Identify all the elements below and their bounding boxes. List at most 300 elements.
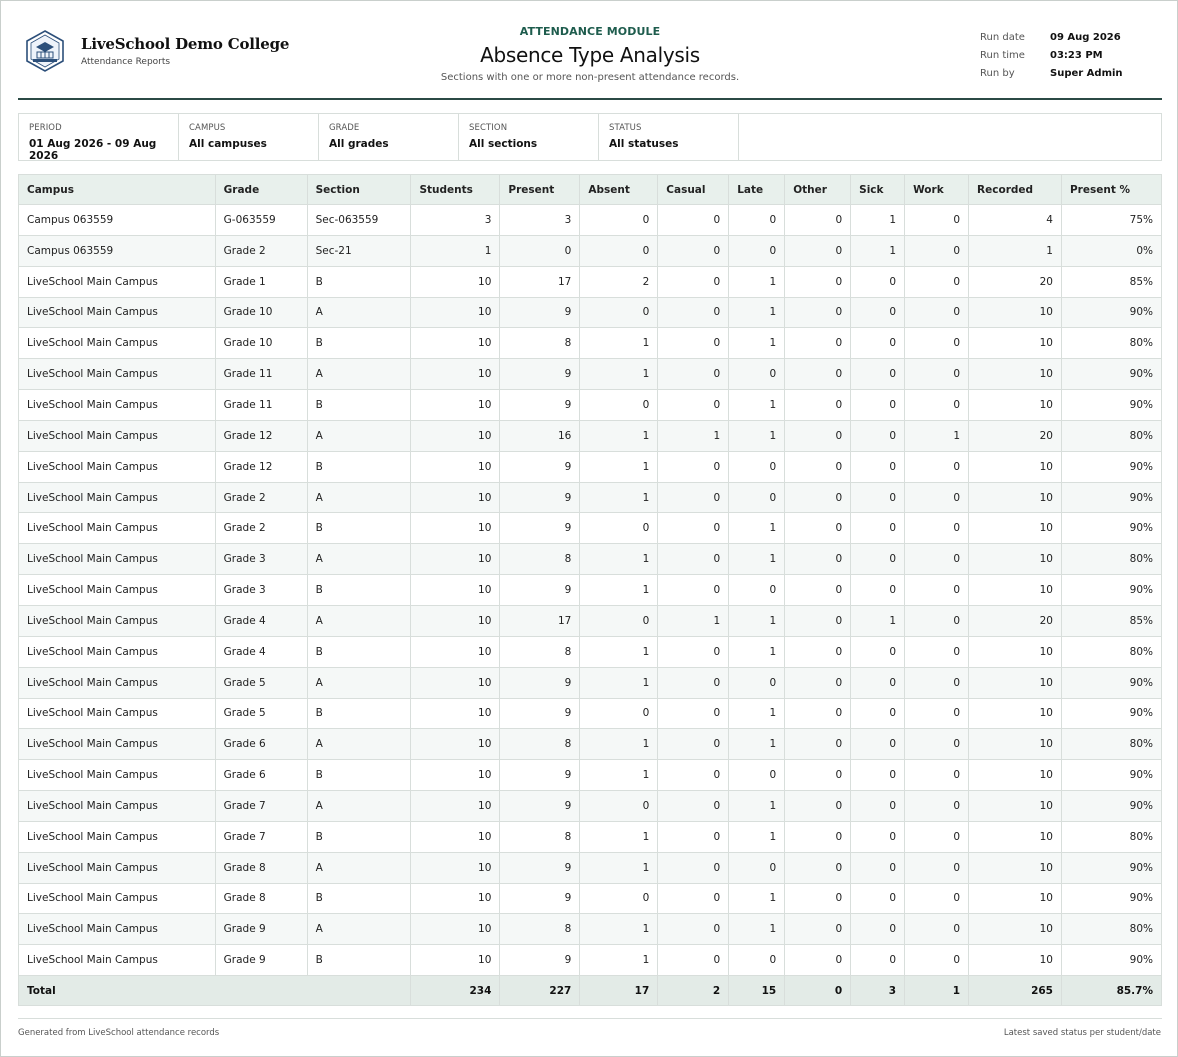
table-cell: 0 (851, 698, 905, 729)
table-cell: 9 (500, 359, 580, 390)
table-cell: 10 (969, 760, 1062, 791)
table-cell: 1 (851, 205, 905, 236)
table-cell: 10 (411, 667, 500, 698)
table-cell: 8 (500, 821, 580, 852)
report-heading (390, 25, 790, 83)
table-cell: 0 (658, 636, 729, 667)
table-cell: 90% (1061, 945, 1161, 976)
table-cell: 1 (580, 667, 658, 698)
table-cell: 1 (851, 235, 905, 266)
table-row (19, 821, 1162, 852)
table-cell: 1 (658, 605, 729, 636)
table-cell: Campus 063559 (19, 205, 216, 236)
table-cell: 0 (905, 914, 969, 945)
table-cell: 0 (580, 235, 658, 266)
table-cell: 10 (969, 883, 1062, 914)
table-cell: 2 (580, 266, 658, 297)
table-cell: 0 (851, 667, 905, 698)
table-cell: 9 (500, 698, 580, 729)
filter-section (459, 114, 599, 160)
table-cell: 0 (580, 297, 658, 328)
table-cell: 0 (905, 605, 969, 636)
table-row (19, 636, 1162, 667)
table-cell: 0 (785, 791, 851, 822)
table-row (19, 544, 1162, 575)
table-cell: 10 (969, 575, 1062, 606)
table-cell: 0 (580, 883, 658, 914)
table-cell: 0 (905, 359, 969, 390)
table-cell: B (307, 883, 411, 914)
table-cell: Grade 5 (215, 698, 307, 729)
page-subtitle: Sections with one or more non-present attendance records. (440, 72, 740, 83)
column-header: Late (729, 175, 785, 205)
table-cell: 0 (785, 698, 851, 729)
column-header: Campus (19, 175, 216, 205)
table-cell: 0 (905, 513, 969, 544)
table-cell: 0 (851, 791, 905, 822)
table-cell: 0 (905, 760, 969, 791)
total-cell: 15 (729, 976, 785, 1006)
table-cell: 10 (411, 945, 500, 976)
table-cell: 0 (729, 482, 785, 513)
table-row (19, 605, 1162, 636)
table-cell: Grade 6 (215, 760, 307, 791)
table-cell: 90% (1061, 359, 1161, 390)
table-cell: LiveSchool Main Campus (19, 791, 216, 822)
table-cell: 0 (580, 791, 658, 822)
table-cell: 0 (851, 914, 905, 945)
table-cell: 1 (580, 544, 658, 575)
table-cell: B (307, 328, 411, 359)
column-header: Other (785, 175, 851, 205)
header-divider (18, 98, 1162, 100)
table-cell: 10 (411, 297, 500, 328)
table-cell: 9 (500, 513, 580, 544)
table-cell: Grade 4 (215, 605, 307, 636)
column-header: Work (905, 175, 969, 205)
table-cell: B (307, 945, 411, 976)
table-cell: 10 (969, 328, 1062, 359)
table-cell: 0 (851, 945, 905, 976)
table-cell: Grade 9 (215, 945, 307, 976)
run-by-row (980, 64, 1123, 82)
table-cell: 1 (729, 544, 785, 575)
table-cell: Grade 6 (215, 729, 307, 760)
column-header: Section (307, 175, 411, 205)
filter-label: STATUS (609, 123, 642, 133)
table-cell: 0 (851, 883, 905, 914)
table-cell: 0 (785, 667, 851, 698)
table-cell: LiveSchool Main Campus (19, 945, 216, 976)
column-header: Present % (1061, 175, 1161, 205)
table-cell: Grade 1 (215, 266, 307, 297)
table-cell: 1 (580, 760, 658, 791)
table-cell: 0 (785, 605, 851, 636)
table-cell: 0 (905, 575, 969, 606)
column-header: Sick (851, 175, 905, 205)
table-cell: 0 (658, 359, 729, 390)
filter-value: 01 Aug 2026 - 09 Aug 2026 (29, 138, 157, 162)
table-cell: 0 (785, 729, 851, 760)
table-cell: LiveSchool Main Campus (19, 390, 216, 421)
table-cell: LiveSchool Main Campus (19, 266, 216, 297)
table-cell: 1 (729, 791, 785, 822)
table-cell: LiveSchool Main Campus (19, 729, 216, 760)
total-cell: 265 (969, 976, 1062, 1006)
table-cell: B (307, 821, 411, 852)
table-cell: 10 (411, 420, 500, 451)
table-cell: LiveSchool Main Campus (19, 420, 216, 451)
table-cell: 0 (500, 235, 580, 266)
table-cell: 0 (785, 945, 851, 976)
table-cell: 0 (658, 266, 729, 297)
meta-value: 03:23 PM (1050, 49, 1103, 61)
table-cell: 10 (969, 451, 1062, 482)
table-cell: LiveSchool Main Campus (19, 513, 216, 544)
table-cell: 1 (729, 390, 785, 421)
table-cell: 0 (851, 297, 905, 328)
table-cell: G-063559 (215, 205, 307, 236)
table-cell: 1 (729, 636, 785, 667)
table-cell: 1 (729, 914, 785, 945)
table-cell: 9 (500, 945, 580, 976)
table-cell: 1 (729, 420, 785, 451)
column-header: Absent (580, 175, 658, 205)
table-cell: 3 (411, 205, 500, 236)
table-cell: B (307, 513, 411, 544)
filter-label: PERIOD (29, 123, 62, 133)
table-cell: 8 (500, 729, 580, 760)
table-cell: 10 (969, 698, 1062, 729)
table-cell: 0 (658, 205, 729, 236)
table-cell: 90% (1061, 791, 1161, 822)
table-cell: 80% (1061, 420, 1161, 451)
meta-label: Run time (980, 49, 1025, 61)
table-cell: 0 (785, 390, 851, 421)
table-cell: B (307, 698, 411, 729)
table-cell: 10 (411, 760, 500, 791)
table-cell: 0 (785, 420, 851, 451)
table-cell: 1 (580, 914, 658, 945)
table-cell: A (307, 729, 411, 760)
absence-table (18, 174, 1162, 1006)
table-cell: 9 (500, 482, 580, 513)
table-cell: 0 (658, 760, 729, 791)
table-cell: 90% (1061, 482, 1161, 513)
table-cell: 1 (729, 883, 785, 914)
table-cell: 0 (658, 852, 729, 883)
module-label: ATTENDANCE MODULE (519, 25, 661, 38)
table-cell: LiveSchool Main Campus (19, 636, 216, 667)
table-cell: 0 (658, 791, 729, 822)
table-cell: 0 (658, 729, 729, 760)
table-cell: 0 (785, 544, 851, 575)
filter-value: All campuses (189, 138, 267, 150)
table-row (19, 205, 1162, 236)
table-cell: 10 (411, 791, 500, 822)
table-cell: 0 (905, 636, 969, 667)
table-cell: 1 (580, 945, 658, 976)
table-row (19, 667, 1162, 698)
table-cell: 10 (969, 297, 1062, 328)
table-cell: 1 (729, 605, 785, 636)
table-cell: 80% (1061, 729, 1161, 760)
table-cell: 0 (905, 821, 969, 852)
table-cell: 90% (1061, 297, 1161, 328)
table-cell: 9 (500, 575, 580, 606)
table-cell: Sec-21 (307, 235, 411, 266)
table-cell: 0 (658, 390, 729, 421)
table-cell: 0 (851, 575, 905, 606)
table-cell: A (307, 667, 411, 698)
table-cell: 0 (851, 451, 905, 482)
table-row (19, 513, 1162, 544)
table-cell: 0 (658, 883, 729, 914)
table-cell: B (307, 636, 411, 667)
table-cell: 10 (969, 513, 1062, 544)
filter-label: SECTION (469, 123, 508, 133)
table-cell: LiveSchool Main Campus (19, 451, 216, 482)
table-cell: 10 (411, 821, 500, 852)
table-cell: 1 (658, 420, 729, 451)
table-cell: LiveSchool Main Campus (19, 760, 216, 791)
meta-value: Super Admin (1050, 67, 1123, 79)
table-cell: 1 (729, 266, 785, 297)
table-cell: 0 (851, 328, 905, 359)
column-header: Casual (658, 175, 729, 205)
total-cell: 3 (851, 976, 905, 1006)
table-cell: A (307, 852, 411, 883)
table-cell: Sec-063559 (307, 205, 411, 236)
table-cell: 10 (411, 636, 500, 667)
footer-status-note: Latest saved status per student/date (1003, 1028, 1161, 1038)
table-cell: 90% (1061, 698, 1161, 729)
table-cell: 1 (905, 420, 969, 451)
table-cell: 0 (729, 205, 785, 236)
table-cell: 10 (969, 359, 1062, 390)
table-cell: 0 (905, 451, 969, 482)
table-cell: 1 (580, 575, 658, 606)
table-cell: 0 (658, 667, 729, 698)
meta-label: Run by (980, 67, 1015, 79)
table-cell: A (307, 297, 411, 328)
table-cell: 0 (785, 575, 851, 606)
filter-grade (319, 114, 459, 160)
table-cell: 10 (411, 852, 500, 883)
table-cell: 20 (969, 605, 1062, 636)
table-cell: 10 (969, 636, 1062, 667)
table-cell: 0 (658, 575, 729, 606)
table-cell: 0 (729, 945, 785, 976)
table-cell: 1 (580, 359, 658, 390)
table-cell: 0 (658, 945, 729, 976)
table-cell: 0 (658, 544, 729, 575)
table-cell: Grade 7 (215, 791, 307, 822)
table-cell: Grade 10 (215, 297, 307, 328)
table-cell: 0 (785, 451, 851, 482)
table-cell: Grade 4 (215, 636, 307, 667)
table-cell: 0 (851, 390, 905, 421)
table-cell: 90% (1061, 451, 1161, 482)
table-cell: LiveSchool Main Campus (19, 297, 216, 328)
table-cell: 0 (851, 359, 905, 390)
filter-label: CAMPUS (189, 123, 226, 133)
column-header: Recorded (969, 175, 1062, 205)
table-row (19, 297, 1162, 328)
total-label: Total (19, 976, 411, 1006)
table-cell: 9 (500, 791, 580, 822)
table-cell: 0 (905, 297, 969, 328)
table-cell: 0 (905, 235, 969, 266)
table-cell: 0 (851, 266, 905, 297)
table-cell: 9 (500, 883, 580, 914)
table-cell: 1 (729, 729, 785, 760)
table-cell: 0 (658, 482, 729, 513)
table-cell: 0 (580, 513, 658, 544)
total-cell: 1 (905, 976, 969, 1006)
table-cell: 0 (905, 328, 969, 359)
table-cell: 10 (969, 791, 1062, 822)
table-cell: 90% (1061, 852, 1161, 883)
table-cell: Grade 5 (215, 667, 307, 698)
table-cell: 10 (969, 667, 1062, 698)
table-cell: 0 (905, 482, 969, 513)
table-cell: 0 (580, 390, 658, 421)
table-cell: 9 (500, 667, 580, 698)
table-cell: 0 (905, 883, 969, 914)
table-cell: 1 (580, 420, 658, 451)
table-cell: 1 (580, 821, 658, 852)
table-cell: 0 (785, 760, 851, 791)
table-cell: 1 (580, 328, 658, 359)
table-cell: 10 (969, 945, 1062, 976)
table-cell: 0 (905, 945, 969, 976)
table-cell: 0 (851, 513, 905, 544)
table-cell: 80% (1061, 544, 1161, 575)
table-cell: A (307, 605, 411, 636)
table-cell: 1 (851, 605, 905, 636)
table-row (19, 914, 1162, 945)
table-cell: B (307, 575, 411, 606)
table-row (19, 852, 1162, 883)
table-cell: 0 (905, 698, 969, 729)
filter-period (19, 114, 179, 160)
table-cell: A (307, 420, 411, 451)
table-cell: 0 (851, 821, 905, 852)
table-cell: Grade 2 (215, 513, 307, 544)
table-cell: 1 (580, 852, 658, 883)
table-row (19, 482, 1162, 513)
table-cell: 90% (1061, 883, 1161, 914)
table-cell: 0 (785, 636, 851, 667)
table-cell: 10 (411, 883, 500, 914)
table-cell: 90% (1061, 760, 1161, 791)
table-cell: 8 (500, 544, 580, 575)
report-category: Attendance Reports (81, 57, 171, 67)
table-cell: 90% (1061, 575, 1161, 606)
table-cell: 0% (1061, 235, 1161, 266)
table-cell: B (307, 390, 411, 421)
table-cell: 1 (580, 636, 658, 667)
table-cell: 80% (1061, 914, 1161, 945)
footer-source-note: Generated from LiveSchool attendance records (18, 1028, 220, 1038)
table-cell: 4 (969, 205, 1062, 236)
table-cell: 10 (411, 482, 500, 513)
table-cell: 0 (729, 852, 785, 883)
table-cell: 0 (905, 544, 969, 575)
table-cell: 10 (411, 914, 500, 945)
table-cell: 0 (785, 235, 851, 266)
table-cell: 10 (411, 513, 500, 544)
table-cell: A (307, 544, 411, 575)
table-cell: B (307, 451, 411, 482)
table-cell: 0 (785, 821, 851, 852)
table-cell: 0 (785, 205, 851, 236)
table-cell: Grade 10 (215, 328, 307, 359)
table-cell: 10 (411, 359, 500, 390)
college-crest-icon (25, 30, 65, 72)
table-cell: LiveSchool Main Campus (19, 914, 216, 945)
table-cell: 10 (969, 482, 1062, 513)
total-cell: 85.7% (1061, 976, 1161, 1006)
table-cell: A (307, 482, 411, 513)
total-cell: 0 (785, 976, 851, 1006)
table-cell: 0 (729, 575, 785, 606)
table-cell: 0 (785, 482, 851, 513)
table-cell: 1 (729, 821, 785, 852)
table-cell: 10 (969, 390, 1062, 421)
filter-campus (179, 114, 319, 160)
table-cell: 0 (785, 266, 851, 297)
table-cell: Grade 3 (215, 544, 307, 575)
table-row (19, 451, 1162, 482)
table-cell: 0 (785, 359, 851, 390)
table-cell: 1 (729, 698, 785, 729)
table-cell: 85% (1061, 266, 1161, 297)
table-row (19, 883, 1162, 914)
table-row (19, 729, 1162, 760)
table-row (19, 359, 1162, 390)
filter-value: All sections (469, 138, 538, 150)
table-cell: 20 (969, 420, 1062, 451)
total-cell: 227 (500, 976, 580, 1006)
table-cell: 1 (580, 482, 658, 513)
meta-value: 09 Aug 2026 (1050, 31, 1121, 43)
table-row (19, 760, 1162, 791)
table-cell: Grade 2 (215, 235, 307, 266)
table-cell: 0 (658, 451, 729, 482)
table-cell: 10 (411, 575, 500, 606)
table-cell: 0 (658, 698, 729, 729)
table-row (19, 390, 1162, 421)
table-cell: 0 (905, 205, 969, 236)
table-cell: 0 (785, 328, 851, 359)
college-name: LiveSchool Demo College (81, 35, 290, 53)
table-row (19, 328, 1162, 359)
table-cell: 20 (969, 266, 1062, 297)
table-cell: 8 (500, 328, 580, 359)
table-cell: 9 (500, 852, 580, 883)
table-cell: 10 (969, 821, 1062, 852)
table-cell: 0 (905, 667, 969, 698)
table-cell: 16 (500, 420, 580, 451)
column-header: Present (500, 175, 580, 205)
table-cell: LiveSchool Main Campus (19, 698, 216, 729)
table-cell: 1 (411, 235, 500, 266)
table-cell: LiveSchool Main Campus (19, 852, 216, 883)
table-cell: 0 (658, 914, 729, 945)
table-total-row (19, 976, 1162, 1006)
